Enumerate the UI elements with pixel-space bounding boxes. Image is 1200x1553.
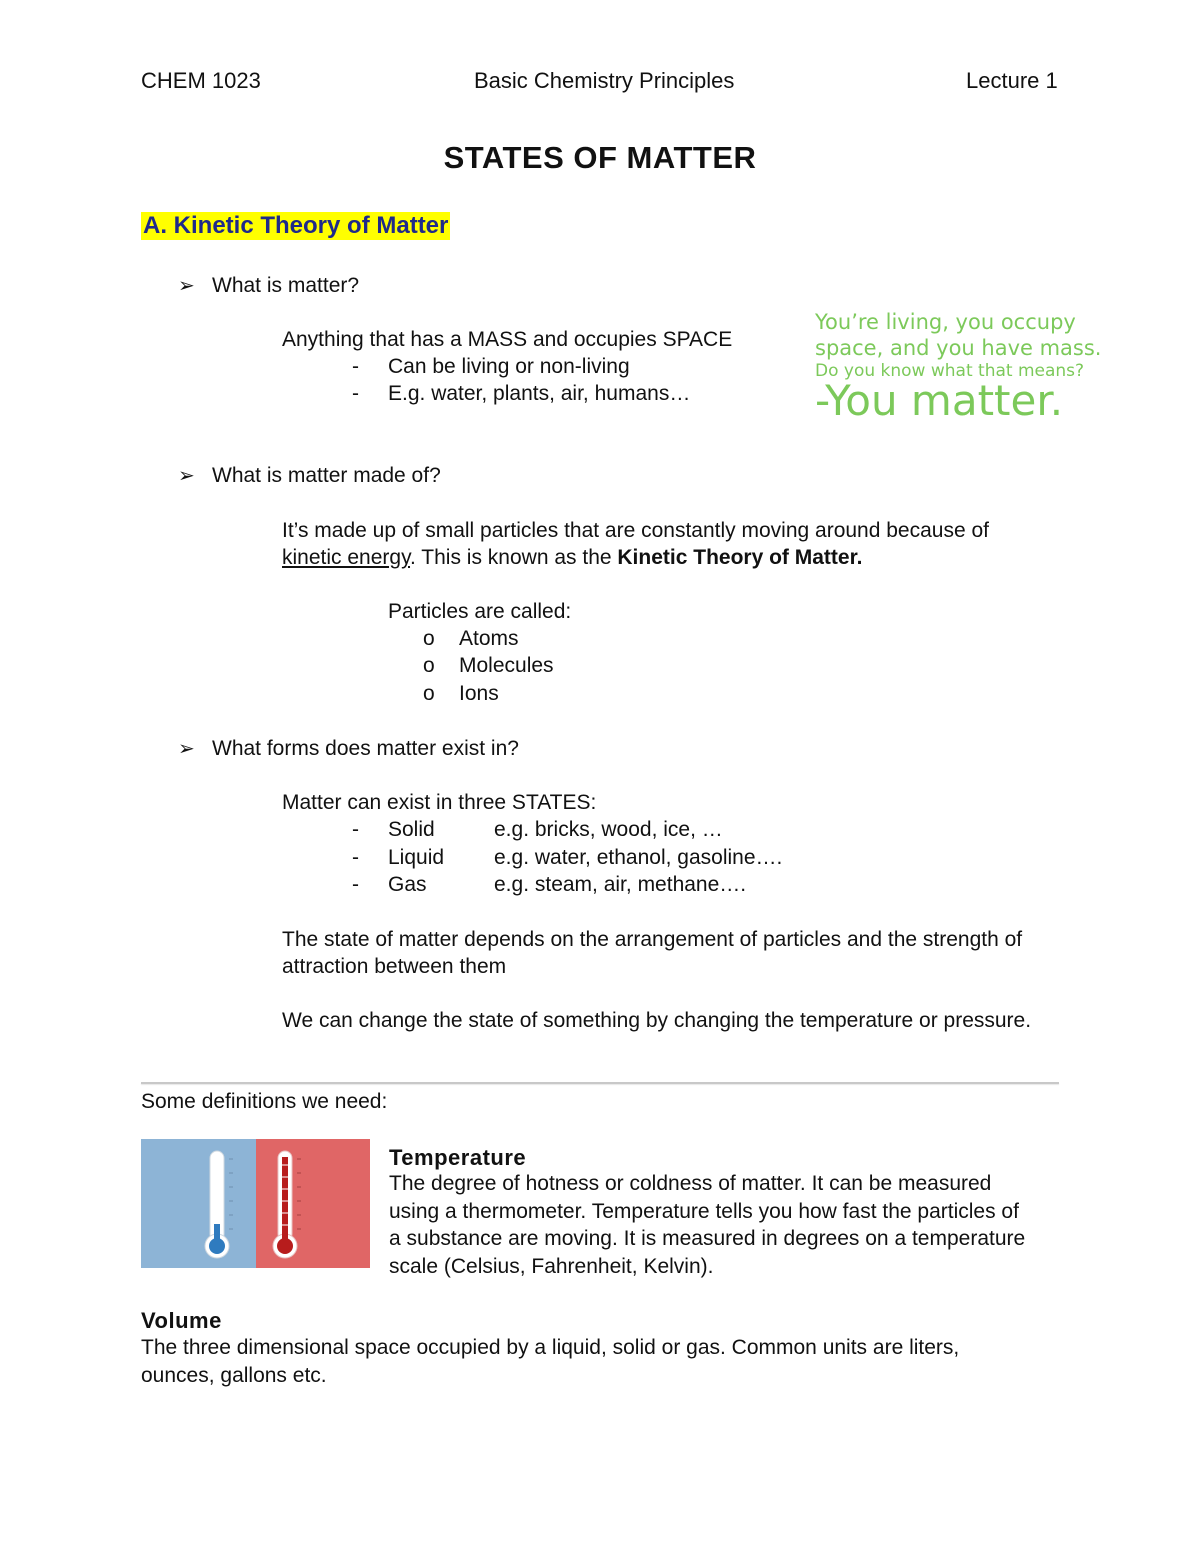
particles-label: Particles are called: bbox=[388, 600, 572, 623]
section-heading: A. Kinetic Theory of Matter bbox=[143, 212, 449, 239]
thermometer-icon bbox=[141, 1139, 370, 1268]
page-title: STATES OF MATTER bbox=[443, 140, 757, 175]
header-lecture: Lecture 1 bbox=[966, 68, 1058, 93]
circle-bullet: o bbox=[423, 682, 435, 705]
state-name: Solid bbox=[388, 818, 435, 841]
circle-bullet: o bbox=[423, 654, 435, 677]
question-text: What is matter made of? bbox=[212, 464, 441, 487]
question-what-is-matter-made-of bbox=[178, 463, 441, 488]
volume-line: The three dimensional space occupied by a liquid, solid or gas. Common units are liters, bbox=[141, 1336, 960, 1359]
volume-title: Volume bbox=[141, 1308, 222, 1333]
temperature-line: scale (Celsius, Fahrenheit, Kelvin). bbox=[389, 1255, 714, 1278]
quote-line-2: space, and you have mass. bbox=[815, 336, 1102, 360]
quote-line-4: -You matter. bbox=[815, 376, 1064, 425]
paragraph-line: We can change the state of something by changing the temperature or pressure. bbox=[282, 1009, 1032, 1032]
kinetic-theory-term: Kinetic Theory of Matter. bbox=[617, 546, 863, 569]
dash-bullet: - bbox=[352, 846, 359, 869]
question-what-is-matter bbox=[178, 273, 359, 298]
arrow-bullet-icon: ➢ bbox=[178, 465, 195, 487]
temperature-line: a substance are moving. It is measured in degrees on a temperature bbox=[389, 1227, 1026, 1250]
arrow-bullet-icon: ➢ bbox=[178, 275, 195, 297]
volume-line: ounces, gallons etc. bbox=[141, 1364, 327, 1387]
dash-bullet: - bbox=[352, 818, 359, 841]
thermometer-image bbox=[141, 1139, 370, 1268]
list-item-text: Molecules bbox=[459, 654, 554, 677]
section-divider bbox=[141, 1082, 1059, 1084]
state-name: Gas bbox=[388, 873, 427, 896]
header-subject: Basic Chemistry Principles bbox=[474, 68, 735, 93]
quote-line-3: Do you know what that means? bbox=[815, 361, 1085, 381]
definitions-intro: Some definitions we need: bbox=[141, 1090, 388, 1113]
kinetic-energy-term: kinetic energy bbox=[282, 546, 411, 569]
dash-bullet: - bbox=[352, 382, 359, 405]
arrow-bullet-icon: ➢ bbox=[178, 738, 195, 760]
question-text: What is matter? bbox=[212, 274, 360, 297]
quote-line-1: You’re living, you occupy bbox=[815, 310, 1076, 334]
temperature-line: using a thermometer. Temperature tells you how fast the particles of bbox=[389, 1200, 1019, 1223]
answer-mid-text: . This is known as the bbox=[410, 546, 618, 569]
circle-bullet: o bbox=[423, 627, 435, 650]
answer-line-2 bbox=[282, 546, 862, 570]
dash-bullet: - bbox=[352, 873, 359, 896]
header-course: CHEM 1023 bbox=[141, 68, 261, 93]
state-example: e.g. water, ethanol, gasoline…. bbox=[494, 846, 783, 869]
answer-text: Anything that has a MASS and occupies SPACE bbox=[282, 328, 733, 351]
dash-bullet: - bbox=[352, 355, 359, 378]
paragraph-line: The state of matter depends on the arrangement of particles and the strength of bbox=[282, 928, 1023, 951]
paragraph-line: attraction between them bbox=[282, 955, 507, 978]
state-example: e.g. steam, air, methane…. bbox=[494, 873, 747, 896]
state-example: e.g. bricks, wood, ice, … bbox=[494, 818, 723, 841]
question-forms-of-matter bbox=[178, 736, 519, 761]
list-item-text: Atoms bbox=[459, 627, 519, 650]
temperature-title: Temperature bbox=[389, 1145, 527, 1170]
temperature-line: The degree of hotness or coldness of matter. It can be measured bbox=[389, 1172, 992, 1195]
list-item-text: Can be living or non-living bbox=[388, 355, 630, 378]
states-intro: Matter can exist in three STATES: bbox=[282, 791, 597, 814]
list-item-text: E.g. water, plants, air, humans… bbox=[388, 382, 691, 405]
question-text: What forms does matter exist in? bbox=[212, 737, 519, 760]
state-name: Liquid bbox=[388, 846, 445, 869]
list-item-text: Ions bbox=[459, 682, 499, 705]
answer-line-1: It’s made up of small particles that are constantly moving around because of bbox=[282, 519, 989, 542]
